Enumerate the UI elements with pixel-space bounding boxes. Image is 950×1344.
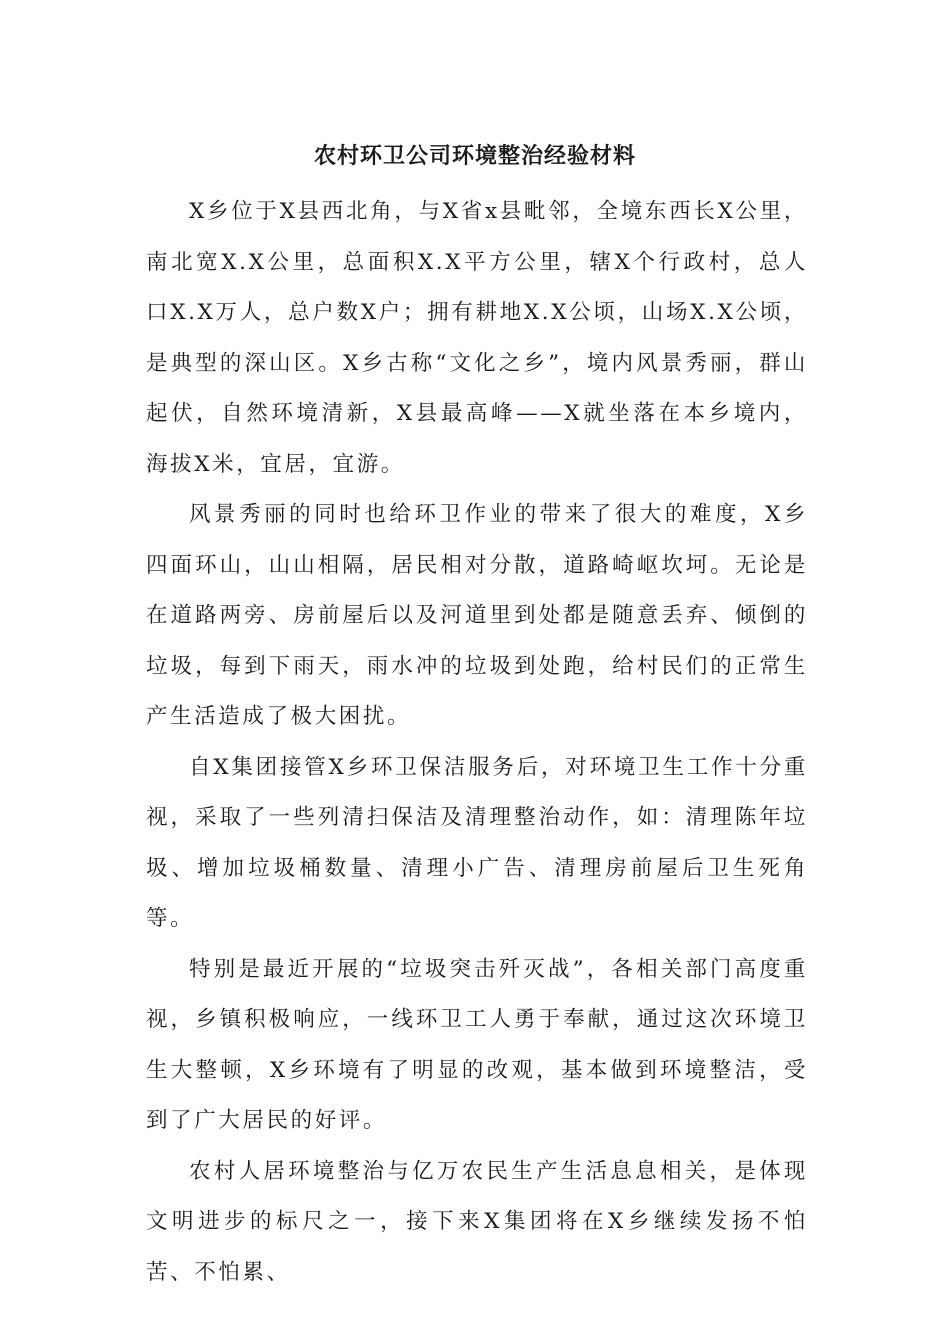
- document-title: 农村环卫公司环境整治经验材料: [313, 143, 636, 169]
- paragraph-1: X乡位于X县西北角，与X省x县毗邻，全境东西长X公里，南北宽X.X公里，总面积X.X平方公里，辖X个行政村，总人口X.X万人，总户数X户；拥有耕地X.X公顷，山场X.X公顷，是典型的深山区。X乡古称“文化之乡”，境内风景秀丽，群山起伏，自然环境清新，X县最高峰——X就坐落在本乡境内，海拔X米，宜居，宜游。: [146, 199, 808, 477]
- document-body: [146, 187, 808, 1298]
- paragraph-3: 自X集团接管X乡环卫保洁服务后，对环境卫生工作十分重视，采取了一些列清扫保洁及清理整治动作，如：清理陈年垃圾、增加垃圾桶数量、清理小广告、清理房前屋后卫生死角等。: [146, 754, 808, 931]
- paragraph-2: 风景秀丽的同时也给环卫作业的带来了很大的难度，X乡四面环山，山山相隔，居民相对分散，道路崎岖坎坷。无论是在道路两旁、房前屋后以及河道里到处都是随意丢弃、倾倒的垃圾，每到下雨天，雨水冲的垃圾到处跑，给村民们的正常生产生活造成了极大困扰。: [146, 502, 808, 729]
- paragraph-5: 农村人居环境整治与亿万农民生产生活息息相关，是体现文明进步的标尺之一，接下来X集团将在X乡继续发扬不怕苦、不怕累、: [146, 1158, 808, 1285]
- paragraph-4: 特别是最近开展的“垃圾突击歼灭战”，各相关部门高度重视，乡镇积极响应，一线环卫工人勇于奉献，通过这次环境卫生大整顿，X乡环境有了明显的改观，基本做到环境整洁，受到了广大居民的好评。: [146, 956, 808, 1133]
